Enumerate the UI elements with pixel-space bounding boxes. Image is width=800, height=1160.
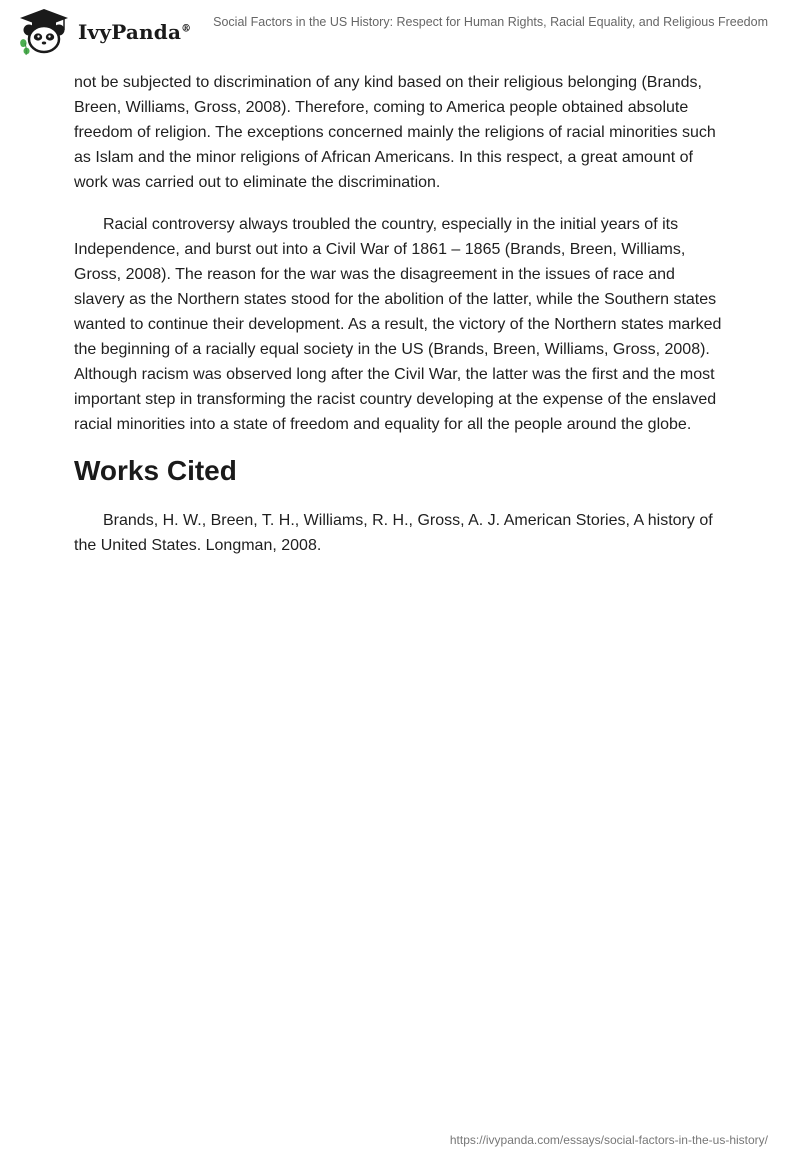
- body-paragraph: Racial controversy always troubled the country, especially in the initial years of its Independence, and burst out into a Civil War of 1861 – 1865 (Brands, Breen, Williams, Gross, 2008). The reason for the war was the disagreement in the issues of race and slavery as the Northern states stood for the abolition of the latter, while the Southern states wanted to continue their development. As a result, the victory of the Northern states marked the beginning of a racially equal society in the US (Brands, Breen, Williams, Gross, 2008). Although racism was observed long after the Civil War, the latter was the first and the most important step in transforming the racist country developing at the expense of the enslaved racial minorities into a state of freedom and equality for all the people around the globe.: [74, 216, 722, 433]
- page-header: [0, 0, 800, 62]
- works-cited-heading: Works Cited: [74, 455, 237, 486]
- source-url[interactable]: https://ivypanda.com/essays/social-factors-in-the-us-history/: [449, 1133, 768, 1147]
- citation-entry: Brands, H. W., Breen, T. H., Williams, R. H., Gross, A. J. American Stories, A history of the United States. Longman, 2008.: [74, 512, 713, 554]
- document-title: Social Factors in the US History: Respect for Human Rights, Racial Equality, and Religious Freedom: [213, 15, 768, 29]
- ivypanda-logo[interactable]: [16, 8, 191, 56]
- panda-graduation-cap-icon: [16, 8, 72, 56]
- brand-name: IvyPanda®: [78, 20, 192, 44]
- essay-content: [74, 70, 724, 575]
- body-paragraph: not be subjected to discrimination of any kind based on their religious belonging (Brands, Breen, Williams, Gross, 2008). Therefore, coming to America people obtained absolute freedom of religion. The exceptions concerned mainly the religions of racial minorities such as Islam and the minor religions of African Americans. In this respect, a great amount of work was carried out to eliminate the discrimination.: [74, 74, 716, 191]
